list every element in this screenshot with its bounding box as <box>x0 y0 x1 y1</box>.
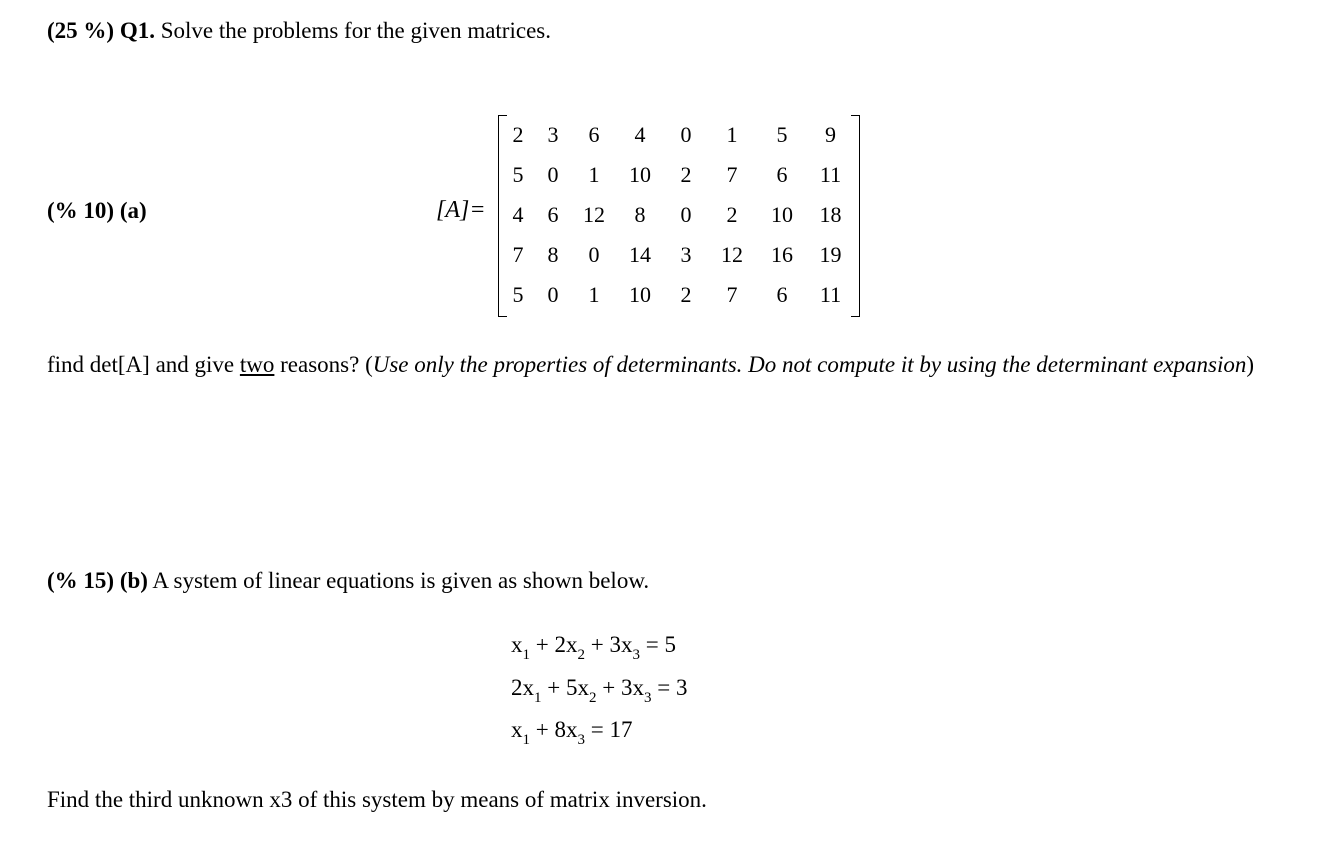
part-b-task: Find the third unknown x3 of this system by means of matrix inversion. <box>47 787 707 812</box>
matrix-cell: 1 <box>726 122 738 147</box>
matrix-cell: 10 <box>629 282 651 307</box>
part-a-text-italic: Use only the properties of determinants. Do not compute it by using the determinant expansion <box>372 352 1247 377</box>
matrix-cell: 3 <box>547 122 559 147</box>
matrix-cell: 0 <box>680 202 692 227</box>
matrix-row <box>503 275 854 315</box>
part-a-instructions <box>47 348 1279 381</box>
part-b-label: (% 15) (b) <box>47 568 148 593</box>
question-instruction: Solve the problems for the given matrices. <box>154 18 551 43</box>
part-b-intro: A system of linear equations is given as shown below. <box>147 568 650 593</box>
matrix-cell: 2 <box>512 122 524 147</box>
matrix-cell: 10 <box>771 202 793 227</box>
matrix-row <box>503 235 854 275</box>
matrix-cell: 19 <box>819 242 842 267</box>
matrix-row <box>503 115 854 155</box>
matrix-table <box>503 115 854 315</box>
matrix-cell: 2 <box>680 162 692 187</box>
matrix-cell: 4 <box>634 122 646 147</box>
part-a-text-2: reasons? ( <box>274 352 373 377</box>
matrix-row <box>503 195 854 235</box>
matrix-cell: 9 <box>825 122 836 147</box>
matrix-cell: 5 <box>512 162 524 187</box>
matrix-cell: 2 <box>726 202 738 227</box>
equation-3: $x_1 + 8x_3 = 17$ <box>511 717 633 748</box>
matrix-cell: 5 <box>776 122 788 147</box>
matrix-cell: 1 <box>588 282 600 307</box>
matrix-cell: 4 <box>512 202 524 227</box>
part-a-text-1: find det[A] and give <box>47 352 240 377</box>
matrix-cell: 0 <box>547 282 559 307</box>
matrix-cell: 11 <box>819 162 842 187</box>
equation-1: $x_1 + 2x_2 + 3x_3 = 5$ <box>511 632 676 663</box>
matrix-cell: 8 <box>547 242 559 267</box>
matrix-cell: 1 <box>588 162 600 187</box>
matrix-cell: 7 <box>726 162 738 187</box>
matrix-cell: 6 <box>776 282 788 307</box>
part-a-label: (% 10) (a) <box>47 198 147 223</box>
question-number: (25 %) Q1. <box>47 18 155 43</box>
matrix-cell: 7 <box>512 242 524 267</box>
matrix-cell: 12 <box>721 242 743 267</box>
equation-2: $2x_1 + 5x_2 + 3x_3 = 3$ <box>511 675 688 706</box>
matrix-cell: 6 <box>588 122 600 147</box>
matrix-cell: 16 <box>771 242 793 267</box>
matrix-cell: 5 <box>512 282 524 307</box>
matrix-a <box>498 115 860 315</box>
matrix-cell: 2 <box>680 282 692 307</box>
part-a-text-3: ) <box>1246 352 1255 377</box>
matrix-cell: 6 <box>547 202 559 227</box>
part-b-heading <box>47 568 649 594</box>
matrix-cell: 0 <box>547 162 559 187</box>
matrix-cell: 8 <box>634 202 646 227</box>
matrix-cell: 0 <box>680 122 692 147</box>
matrix-cell: 7 <box>726 282 738 307</box>
matrix-cell: 0 <box>588 242 600 267</box>
matrix-cell: 14 <box>629 242 651 267</box>
matrix-name: [A]= <box>436 197 486 223</box>
matrix-cell: 12 <box>583 202 605 227</box>
matrix-cell: 11 <box>819 282 842 307</box>
question-title <box>47 18 551 44</box>
matrix-cell: 18 <box>819 202 842 227</box>
matrix-cell: 10 <box>629 162 651 187</box>
part-a-text-underlined: two <box>239 352 275 377</box>
matrix-cell: 6 <box>776 162 788 187</box>
matrix-row <box>503 155 854 195</box>
matrix-cell: 3 <box>680 242 692 267</box>
